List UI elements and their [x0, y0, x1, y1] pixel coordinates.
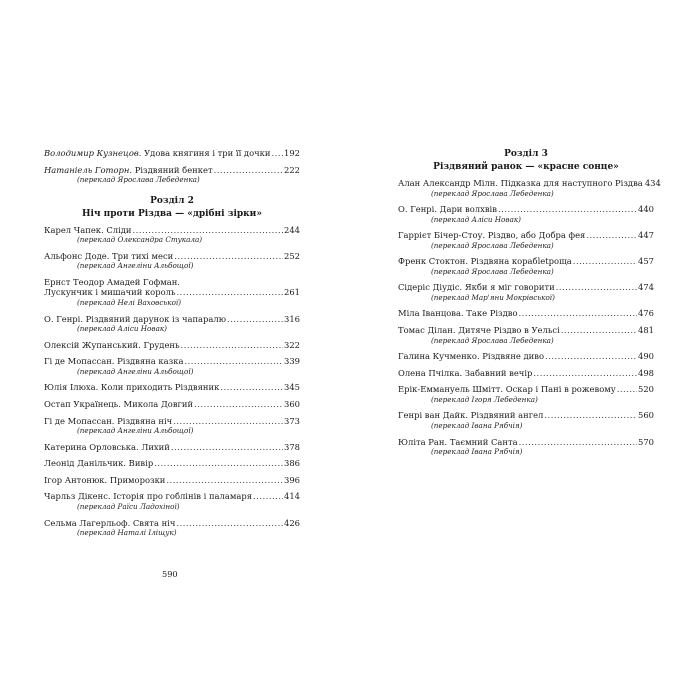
leader-dots: [214, 165, 283, 176]
toc-entry: [44, 148, 300, 159]
toc-translator: (переклад Ігоря Лебеденка): [431, 394, 538, 404]
toc-entry: [398, 384, 654, 404]
toc-title: Гі де Мопассан. Різдвяна казка: [44, 356, 184, 367]
toc-page: 426: [284, 517, 300, 528]
toc-translator: (переклад Івана Рябчія): [431, 421, 523, 431]
leader-dots: [177, 287, 283, 298]
toc-entry: [44, 475, 300, 486]
toc-entry: [44, 518, 300, 538]
toc-page: 457: [638, 256, 654, 267]
toc-title: Гі де Мопассан. Різдвяна ніч: [44, 415, 173, 426]
toc-translator: (переклад Ярослава Лебеденка): [431, 266, 554, 276]
toc-title: Ігор Антонюк. Приморозки: [44, 474, 166, 485]
toc-translator: (переклад Нелі Ваховської): [77, 298, 182, 308]
toc-entry: [398, 325, 654, 345]
leader-dots: [556, 282, 637, 293]
toc-translator: (переклад Ангеліни Альбощої): [77, 426, 194, 436]
leader-dots: [171, 442, 283, 453]
toc-title: Алан Александр Мілн. Підказка для наступного Різдва: [398, 178, 643, 188]
toc-translator: (переклад Аліси Новак): [77, 324, 167, 334]
toc-title: Томас Ділан. Дитяче Різдво в Уельсі: [398, 325, 560, 336]
leader-dots: [561, 325, 637, 336]
toc-entry: [398, 437, 654, 457]
toc-page: 560: [638, 410, 654, 421]
toc-page: 414: [284, 491, 300, 502]
toc-translator: (переклад Ярослава Лебеденка): [431, 188, 554, 198]
toc-entry: [44, 277, 300, 308]
leader-dots: [166, 475, 283, 486]
toc-translator: (переклад Ярослава Лебеденка): [431, 240, 554, 250]
leader-dots: [176, 518, 283, 529]
toc-title: Альфонс Доде. Три тихі меси: [44, 250, 174, 261]
toc-entry: [44, 251, 300, 271]
leader-dots: [194, 399, 283, 410]
leader-dots: [545, 351, 637, 362]
toc-title: Карел Чапек. Сліди: [44, 224, 132, 235]
leader-dots: [271, 148, 283, 159]
toc-entry: [44, 491, 300, 511]
leader-dots: [253, 491, 283, 502]
toc-translator: (переклад Олександра Стукала): [77, 235, 203, 245]
toc-title: Катерина Орловська. Лихий: [44, 441, 170, 452]
toc-list: [44, 225, 300, 538]
toc-entry: [44, 442, 300, 453]
section-title: Різдвяний ранок — «красне сонце»: [433, 162, 619, 172]
toc-page: 360: [284, 398, 300, 409]
section-number: Розділ 2: [150, 195, 194, 206]
leader-dots: [617, 384, 637, 395]
leader-dots: [519, 437, 637, 448]
toc-entry: [398, 204, 654, 224]
leader-dots: [220, 382, 283, 393]
page-number: 590: [162, 569, 178, 579]
toc-entry: [44, 340, 300, 351]
toc-title: Міла Іванцова. Таке Різдво: [398, 308, 518, 319]
right-column: [398, 148, 661, 463]
leader-dots: [173, 416, 283, 427]
toc-page: 481: [638, 325, 654, 336]
toc-entry: [398, 178, 661, 198]
toc-translator: (переклад Ярослава Лебеденка): [431, 335, 554, 345]
leader-dots: [154, 458, 283, 469]
toc-page: 396: [284, 474, 300, 485]
toc-title: Юліта Ран. Таємний Санта: [398, 436, 518, 447]
leader-dots: [227, 314, 283, 325]
toc-page: 434: [644, 178, 661, 188]
toc-page: 490: [638, 351, 654, 362]
leader-dots: [519, 308, 637, 319]
toc-translator: (переклад Мар'яни Мокрівської): [431, 292, 555, 302]
toc-title: Генрі ван Дайк. Різдвяний ангел: [398, 410, 544, 421]
toc-page: 520: [638, 384, 654, 395]
toc-page: 322: [284, 339, 300, 350]
section-number: Розділ 3: [504, 149, 548, 159]
toc-title: Олена Пчілка. Забавний вечір: [398, 367, 533, 378]
toc-page: 476: [638, 308, 654, 319]
toc-entry: [44, 165, 300, 185]
section-header: [398, 148, 654, 174]
toc-entry: [44, 382, 300, 393]
toc-entry: [44, 399, 300, 410]
toc-title: Лускунчик і мишачий король: [44, 287, 176, 298]
toc-translator: (переклад Наталі Іліщук): [77, 528, 177, 538]
toc-page: 192: [284, 148, 300, 158]
toc-page: 498: [638, 367, 654, 378]
leader-dots: [573, 256, 637, 267]
toc-page: 474: [638, 282, 654, 293]
toc-page: 345: [284, 382, 300, 393]
toc-entry: [398, 410, 654, 430]
toc-entry: [398, 256, 654, 276]
toc-translator: (переклад Ангеліни Альбощої): [77, 261, 194, 271]
toc-title: Різдвяний бенкет: [134, 164, 213, 175]
toc-title: О. Генрі. Різдвяний дарунок із чапаралю: [44, 313, 227, 324]
leader-dots: [544, 410, 637, 421]
toc-title: Ерік-Еммануель Шмітт. Оскар і Пані в рожевому: [398, 384, 616, 395]
section-header: [44, 195, 300, 221]
toc-entry: [44, 314, 300, 334]
toc-page: 440: [638, 204, 654, 215]
toc-entry: [44, 356, 300, 376]
toc-translator: (переклад Аліси Новак): [431, 214, 521, 224]
leader-dots: [181, 340, 283, 351]
toc-page: 244: [284, 224, 300, 235]
toc-entry: [398, 230, 654, 250]
left-column: [44, 148, 300, 544]
toc-translator: (переклад Раїси Ладохіної): [77, 502, 180, 511]
toc-title: Леонід Данільчик. Вивір: [44, 458, 154, 469]
toc-entry: [44, 416, 300, 436]
toc-page: 316: [284, 313, 300, 324]
toc-page: 378: [284, 441, 300, 452]
toc-title: Френк Стоктон. Різдвяна корабletроща: [398, 256, 572, 267]
toc-translator: (переклад Ангеліни Альбощої): [77, 366, 194, 376]
toc-entry: [398, 368, 654, 379]
toc-entry: [398, 282, 654, 302]
leader-dots: [132, 225, 283, 236]
toc-page: 339: [284, 356, 300, 367]
toc-page: 386: [284, 458, 300, 469]
toc-entry: [44, 458, 300, 469]
toc-author: Володимир Кузнецов.: [44, 148, 142, 158]
toc-entry: [398, 308, 654, 319]
toc-page: 222: [284, 164, 300, 175]
toc-title: Сідеріс Діудіс. Якби я міг говорити: [398, 282, 555, 293]
toc-page: 570: [638, 436, 654, 447]
toc-title: Сельма Лагерльоф. Свята ніч: [44, 517, 176, 528]
toc-title: Галина Кучменко. Різдвяне диво: [398, 351, 545, 362]
toc-translator: (переклад Івана Рябчія): [431, 447, 523, 457]
toc-list: [398, 178, 661, 457]
section-title: Ніч проти Різдва — «дрібні зірки»: [82, 208, 262, 219]
toc-page: 261: [284, 287, 300, 298]
leader-dots: [498, 204, 637, 215]
toc-title: Юлія Ілюха. Коли приходить Різдвяник: [44, 382, 220, 393]
toc-title: Олексій Жупанський. Грудень: [44, 339, 180, 350]
toc-title: О. Генрі. Дари волхвів: [398, 204, 497, 215]
toc-title: Ернст Теодор Амадей Гофман.: [44, 276, 180, 287]
toc-translator: (переклад Ярослава Лебеденка): [77, 175, 200, 185]
toc-page: 252: [284, 250, 300, 261]
toc-page: 447: [638, 230, 654, 241]
leader-dots: [533, 368, 637, 379]
leader-dots: [174, 251, 283, 262]
leader-dots: [586, 230, 637, 241]
toc-title: Гаррієт Бічер-Стоу. Різдво, або Добра фея: [398, 230, 586, 241]
toc-entry: [398, 351, 654, 362]
toc-author: Натаніель Готорн.: [44, 164, 133, 175]
toc-title: Удова княгиня і три її дочки: [144, 148, 271, 158]
toc-page: 373: [284, 415, 300, 426]
leader-dots: [184, 356, 283, 367]
toc-entry: [44, 225, 300, 245]
toc-title: Чарльз Дікенс. Історія про гоблінів і паламаря: [44, 491, 253, 502]
toc-title: Остап Українець. Микола Довгий: [44, 398, 194, 409]
